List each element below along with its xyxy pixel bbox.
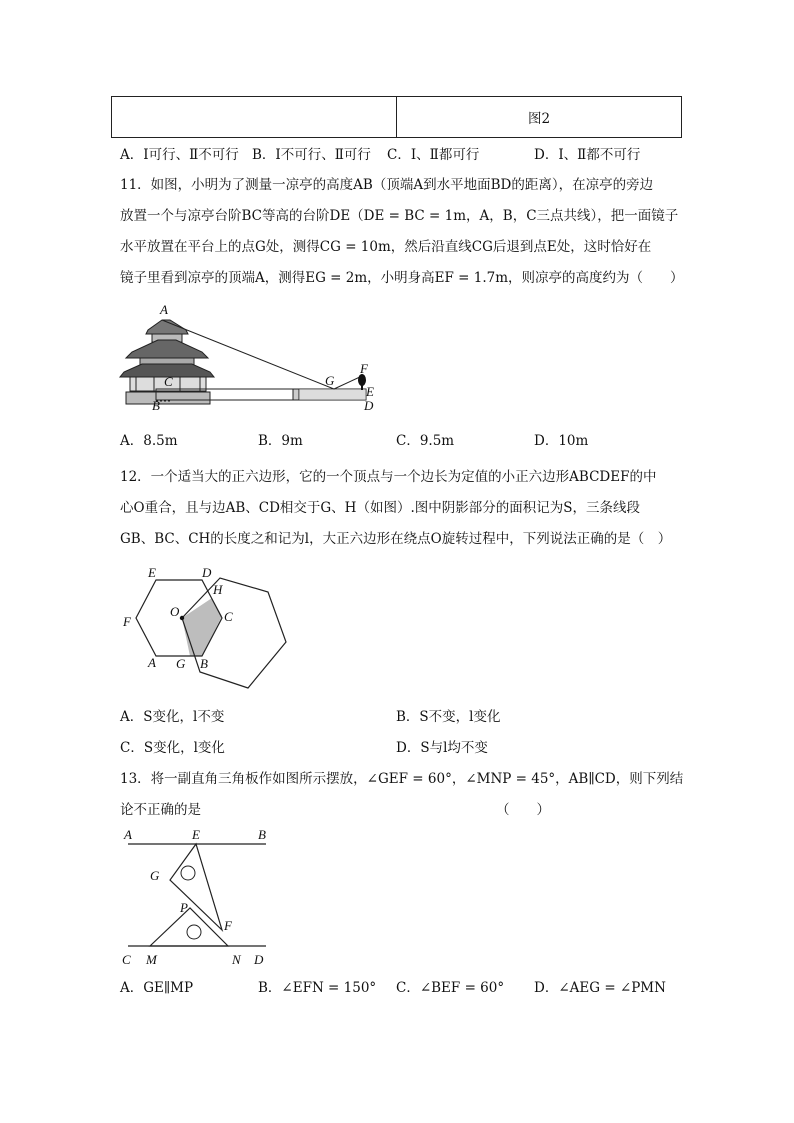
q12-label-f: F <box>123 614 131 629</box>
q11-label-a: A <box>160 302 168 317</box>
q13-label-m: M <box>146 952 157 967</box>
q10-option-c: C．Ⅰ、Ⅱ都可行 <box>387 147 480 163</box>
q11-label-g: G <box>325 373 335 388</box>
q11-label-b: B <box>152 398 160 413</box>
q13-label-a: A <box>124 827 132 842</box>
q11-pavilion-figure <box>118 300 388 418</box>
q11-label-d: D <box>364 398 374 413</box>
q11-option-c: C．9.5m <box>396 433 455 449</box>
q12-line-3: GB、BC、CH的长度之和记为l，大正六边形在绕点O旋转过程中，下列说法正确的是（ ） <box>120 531 672 547</box>
q11-label-e: E <box>366 384 374 399</box>
q13-option-d: D．∠AEG = ∠PMN <box>534 980 666 996</box>
q12-label-g: G <box>176 656 186 671</box>
q12-line-2: 心O重合，且与边AB、CD相交于G、H（如图）.图中阴影部分的面积记为S，三条线段 <box>120 500 640 516</box>
q11-line-2: 放置一个与凉亭台阶BC等高的台阶DE（DE = BC = 1m，A，B，C三点共线），把一面镜子 <box>120 208 679 224</box>
q10-option-b: B．Ⅰ不可行、Ⅱ可行 <box>252 147 371 163</box>
q12-option-b: B．S不变，l变化 <box>396 709 501 725</box>
q12-label-h: H <box>213 582 223 597</box>
top-table <box>111 96 682 138</box>
q12-option-a: A．S变化，l不变 <box>120 709 225 725</box>
q12-label-c: C <box>224 609 233 624</box>
q11-line-4: 镜子里看到凉亭的顶端A，测得EG = 2m，小明身高EF = 1.7m，则凉亭的高度约为（ ） <box>120 270 684 286</box>
q13-set-square-figure <box>118 822 278 970</box>
q11-option-d: D．10m <box>534 433 589 449</box>
q13-label-e: E <box>192 827 200 842</box>
triangle-gef <box>170 844 222 930</box>
q13-line-1: 13．将一副直角三角板作如图所示摆放，∠GEF = 60°，∠MNP = 45°，AB∥CD，则下列结 <box>120 771 684 787</box>
q11-option-b: B．9m <box>258 433 303 449</box>
q13-label-g: G <box>150 868 160 883</box>
q11-label-f: F <box>360 361 368 376</box>
q12-label-o: O <box>170 604 180 619</box>
q11-line-3: 水平放置在平台上的点G处，测得CG = 10m，然后沿直线CG后退到点E处，这时恰好在 <box>120 239 652 255</box>
q11-label-c: C <box>164 374 173 389</box>
top-table-right-cell: 图2 <box>397 97 682 138</box>
q13-line-2: 论不正确的是 <box>120 802 201 818</box>
q11-option-a: A．8.5m <box>120 433 178 449</box>
q13-label-b: B <box>258 827 266 842</box>
q12-line-1: 12．一个适当大的正六边形，它的一个顶点与一个边长为定值的小正六边形ABCDEF的中 <box>120 469 657 485</box>
q11-line-1: 11．如图，小明为了测量一凉亭的高度AB（顶端A到水平地面BD的距离），在凉亭的旁边 <box>120 177 654 193</box>
q13-option-c: C．∠BEF = 60° <box>396 980 505 996</box>
q13-blank: （ ） <box>496 802 550 818</box>
q13-option-a: A．GE∥MP <box>120 980 194 996</box>
q12-hexagon-figure <box>118 560 298 694</box>
q13-label-p: P <box>180 900 188 915</box>
sight-line-g-f <box>334 376 362 389</box>
q12-label-a: A <box>148 655 156 670</box>
q12-option-c: C．S变化，l变化 <box>120 740 225 756</box>
q12-label-d: D <box>202 565 212 580</box>
q13-label-n: N <box>232 952 241 967</box>
q12-label-e: E <box>148 565 156 580</box>
top-table-left-cell <box>112 97 397 138</box>
pavilion-drawing <box>120 320 214 404</box>
q10-option-d: D．Ⅰ、Ⅱ都不可行 <box>534 147 641 163</box>
q13-label-c: C <box>122 952 131 967</box>
q13-option-b: B．∠EFN = 150° <box>258 980 377 996</box>
q12-option-d: D．S与l均不变 <box>396 740 488 756</box>
q10-option-a: A．Ⅰ可行、Ⅱ不可行 <box>120 147 239 163</box>
q13-label-d: D <box>254 952 264 967</box>
q13-label-f: F <box>224 918 232 933</box>
q12-label-b: B <box>200 656 208 671</box>
